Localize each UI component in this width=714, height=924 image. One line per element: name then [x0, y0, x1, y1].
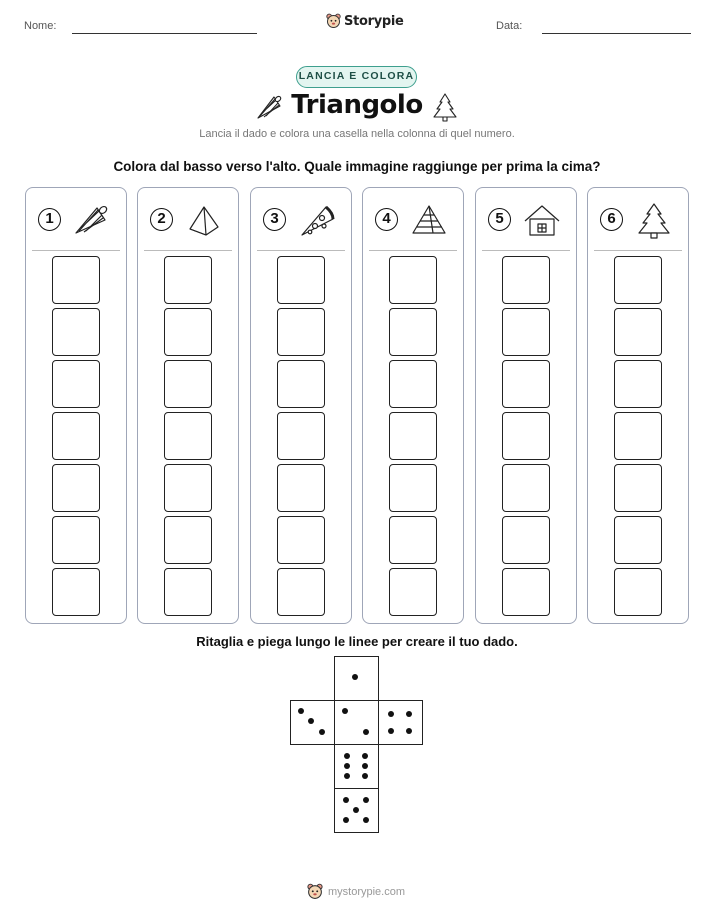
- column-number: 5: [488, 208, 511, 231]
- color-box[interactable]: [502, 568, 550, 616]
- color-box[interactable]: [614, 568, 662, 616]
- page-title: Triangolo: [291, 90, 423, 120]
- column-5: [475, 187, 577, 624]
- column-number: 4: [375, 208, 398, 231]
- color-box[interactable]: [164, 516, 212, 564]
- pip: [353, 807, 359, 813]
- color-box[interactable]: [389, 464, 437, 512]
- color-box[interactable]: [614, 464, 662, 512]
- pip: [406, 711, 412, 717]
- pip: [362, 763, 368, 769]
- pyramid-icon: [409, 201, 449, 241]
- color-box[interactable]: [614, 360, 662, 408]
- column-divider: [482, 250, 570, 251]
- color-box[interactable]: [164, 464, 212, 512]
- pine-tree-icon: [634, 201, 674, 241]
- name-line[interactable]: [72, 33, 257, 34]
- color-box[interactable]: [52, 464, 100, 512]
- color-box[interactable]: [164, 256, 212, 304]
- column-1: [25, 187, 127, 624]
- pip: [363, 797, 369, 803]
- color-box[interactable]: [164, 568, 212, 616]
- column-4: [362, 187, 464, 624]
- die-face-1: [334, 656, 379, 701]
- pip: [298, 708, 304, 714]
- die-face-5: [334, 788, 379, 833]
- storypie-logo: [326, 13, 404, 29]
- column-divider: [369, 250, 457, 251]
- color-box[interactable]: [277, 412, 325, 460]
- folded-napkin-icon: [184, 201, 224, 241]
- die-face-4: [378, 700, 423, 745]
- pizza-slice-icon: [297, 201, 337, 241]
- color-box[interactable]: [277, 568, 325, 616]
- pip: [363, 817, 369, 823]
- pip: [343, 817, 349, 823]
- column-divider: [144, 250, 232, 251]
- pip: [344, 763, 350, 769]
- color-box[interactable]: [52, 256, 100, 304]
- coloring-instruction: Colora dal basso verso l'alto. Quale immagine raggiunge per prima la cima?: [113, 159, 601, 174]
- color-box[interactable]: [389, 412, 437, 460]
- cut-instruction: Ritaglia e piega lungo le linee per creare il tuo dado.: [196, 634, 518, 649]
- bear-mascot-icon: [326, 13, 341, 29]
- die-face-6: [334, 744, 379, 789]
- die-face-3: [290, 700, 335, 745]
- column-number: 2: [150, 208, 173, 231]
- color-box[interactable]: [52, 412, 100, 460]
- pip: [406, 728, 412, 734]
- pip: [343, 797, 349, 803]
- activity-badge: LANCIA E COLORA: [296, 66, 417, 88]
- pip: [352, 674, 358, 680]
- badminton-shuttlecock-icon: [72, 201, 112, 241]
- column-2: [137, 187, 239, 624]
- color-box[interactable]: [614, 412, 662, 460]
- color-box[interactable]: [164, 308, 212, 356]
- pip: [308, 718, 314, 724]
- pip: [344, 773, 350, 779]
- page-subtitle: Lancia il dado e colora una casella nella colonna di quel numero.: [199, 128, 515, 140]
- color-box[interactable]: [502, 360, 550, 408]
- footer: [307, 883, 405, 900]
- house-icon: [522, 201, 562, 241]
- column-divider: [257, 250, 345, 251]
- pip: [362, 773, 368, 779]
- column-divider: [32, 250, 120, 251]
- color-box[interactable]: [502, 308, 550, 356]
- color-box[interactable]: [389, 568, 437, 616]
- color-box[interactable]: [614, 308, 662, 356]
- column-number: 3: [263, 208, 286, 231]
- color-box[interactable]: [52, 308, 100, 356]
- column-6: [587, 187, 689, 624]
- color-box[interactable]: [277, 360, 325, 408]
- color-box[interactable]: [164, 412, 212, 460]
- pip: [363, 729, 369, 735]
- column-divider: [594, 250, 682, 251]
- column-number: 1: [38, 208, 61, 231]
- color-box[interactable]: [389, 256, 437, 304]
- color-box[interactable]: [614, 256, 662, 304]
- color-box[interactable]: [52, 360, 100, 408]
- name-label: Nome:: [24, 20, 57, 32]
- color-box[interactable]: [502, 256, 550, 304]
- color-box[interactable]: [52, 516, 100, 564]
- date-label: Data:: [496, 20, 523, 32]
- color-box[interactable]: [277, 256, 325, 304]
- brand-name: Storypie: [344, 13, 404, 29]
- column-3: [250, 187, 352, 624]
- pip: [342, 708, 348, 714]
- pine-tree-icon: [432, 92, 458, 122]
- pip: [319, 729, 325, 735]
- color-box[interactable]: [52, 568, 100, 616]
- footer-url: mystorypie.com: [328, 885, 406, 898]
- color-box[interactable]: [277, 464, 325, 512]
- date-line[interactable]: [542, 33, 691, 34]
- color-box[interactable]: [502, 516, 550, 564]
- color-box[interactable]: [277, 308, 325, 356]
- color-box[interactable]: [502, 412, 550, 460]
- color-box[interactable]: [502, 464, 550, 512]
- color-box[interactable]: [389, 516, 437, 564]
- pip: [388, 728, 394, 734]
- pip: [344, 753, 350, 759]
- column-number: 6: [600, 208, 623, 231]
- pip: [388, 711, 394, 717]
- bear-mascot-icon: [307, 883, 323, 900]
- pip: [362, 753, 368, 759]
- color-box[interactable]: [389, 308, 437, 356]
- color-box[interactable]: [277, 516, 325, 564]
- color-box[interactable]: [164, 360, 212, 408]
- die-face-2: [334, 700, 379, 745]
- color-box[interactable]: [614, 516, 662, 564]
- color-box[interactable]: [389, 360, 437, 408]
